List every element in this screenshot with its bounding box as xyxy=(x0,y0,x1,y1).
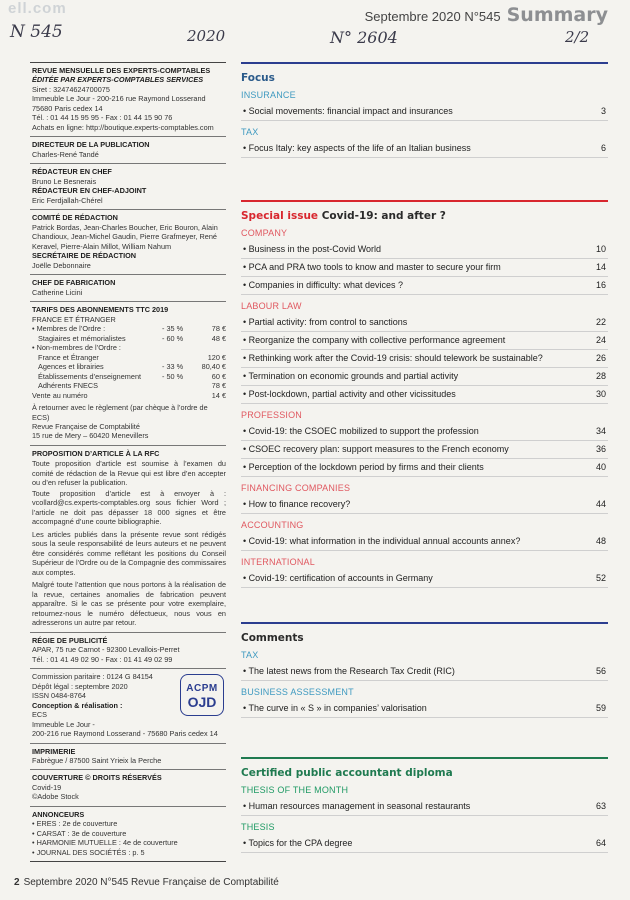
bleed-through-text: ell.com xyxy=(8,0,67,17)
printing-line: Fabrègue / 87500 Saint Yrieix la Perche xyxy=(32,756,162,765)
advertisers-head: ANNONCEURS xyxy=(32,809,85,819)
toc-entry-title: • Covid-19: what information in the individual annual accounts annex? xyxy=(243,536,521,546)
toc-entry[interactable] xyxy=(241,332,608,350)
magazine-shop-link[interactable]: Achats en ligne: http://boutique.experts-comptables.com xyxy=(32,122,214,132)
director-head: DIRECTEUR DE LA PUBLICATION xyxy=(32,140,150,150)
ojd-logo-text: OJD xyxy=(187,693,217,710)
section-rule xyxy=(241,200,608,202)
magazine-line: Immeuble Le Jour - 200-216 rue Raymond Losserand xyxy=(32,94,206,104)
category-label: INTERNATIONAL xyxy=(241,557,315,567)
page-footer xyxy=(14,877,279,888)
advertising-line: APAR, 75 rue Carnot - 92300 Levallois-Perret xyxy=(32,645,180,655)
comments-title: Comments xyxy=(241,632,304,644)
advertiser-line: • JOURNAL DES SOCIÉTÉS : p. 5 xyxy=(32,847,145,857)
rate-discount xyxy=(162,343,196,352)
toc-entry[interactable] xyxy=(241,533,608,551)
toc-entry-title: • The curve in « S » in companies’ valorisation xyxy=(243,703,427,713)
acpm-logo-text: ACPM xyxy=(186,682,218,694)
cover-line: Covid-19 xyxy=(32,782,62,792)
toc-entry-page: 28 xyxy=(595,371,606,381)
committee-head: COMITÉ DE RÉDACTION xyxy=(32,213,118,223)
proposal-paragraph: Toute proposition d’article est soumise à l’examen du comité de rédaction de la Revue qui est libre d’en accepter ou d’en refuser la publication. xyxy=(32,459,226,488)
toc-entry-page: 64 xyxy=(595,838,606,848)
category-label: FINANCING COMPANIES xyxy=(241,483,351,493)
rate-discount xyxy=(162,381,196,390)
rate-amount: 78 € xyxy=(211,324,226,334)
return-line: 15 rue de Mery – 60420 Menevillers xyxy=(32,431,149,441)
rate-discount xyxy=(162,353,196,362)
table-of-contents xyxy=(241,62,608,853)
rate-row xyxy=(32,372,226,381)
focus-section xyxy=(241,62,608,200)
rate-label: • Membres de l’Ordre : xyxy=(32,324,106,334)
director-section xyxy=(30,137,226,164)
category-label: PROFESSION xyxy=(241,410,303,420)
editor-section xyxy=(30,164,226,210)
page-header xyxy=(365,4,608,26)
toc-entry-page: 26 xyxy=(595,353,606,363)
cover-head: COUVERTURE © DROITS RÉSERVÉS xyxy=(32,773,162,783)
toc-entry-page: 63 xyxy=(595,801,606,811)
toc-entry[interactable] xyxy=(241,386,608,404)
acpm-ojd-logo xyxy=(180,674,224,716)
toc-entry-title: • Covid-19: certification of accounts in Germany xyxy=(243,573,433,583)
handwritten-number-note: N° 2604 xyxy=(330,28,398,47)
issue-label: Septembre 2020 N°545 xyxy=(364,9,501,24)
toc-entry-title: • Partial activity: from control to sanctions xyxy=(243,317,408,327)
editor-name: Bruno Le Besnerais xyxy=(32,176,97,186)
category-label: ACCOUNTING xyxy=(241,520,304,530)
toc-entry-title: • How to finance recovery? xyxy=(243,499,351,509)
secretary-head: SECRÉTAIRE DE RÉDACTION xyxy=(32,251,137,261)
proposal-paragraph: Toute proposition d’article est à envoyer à : vcollard@cs.experts-comptables.org sous fichier Word ; l’article ne doit pas dépasser 18 000 signes et être accompagné d’une courte bibliographie. xyxy=(32,488,226,527)
toc-entry-title: • Focus Italy: key aspects of the life of an Italian business xyxy=(243,143,471,153)
toc-entry-page: 40 xyxy=(595,462,606,472)
toc-entry[interactable] xyxy=(241,798,608,816)
toc-entry-page: 59 xyxy=(595,703,606,713)
toc-entry[interactable] xyxy=(241,700,608,718)
handwritten-year-note: 2020 xyxy=(187,27,226,45)
category-label: LABOUR LAW xyxy=(241,301,302,311)
subscriptions-head: TARIFS DES ABONNEMENTS TTC 2019 xyxy=(32,305,169,315)
toc-entry-page: 22 xyxy=(595,317,606,327)
magazine-title: REVUE MENSUELLE DES EXPERTS-COMPTABLES xyxy=(32,66,211,75)
proposal-paragraph: Les articles publiés dans la présente revue sont rédigés sous la seule responsabilité de leurs auteurs et ne peuvent être considérés comme reflétant les positions du Conseil Supérieur de l’Ordre ou de la Compagnie des commissaires aux comptes. xyxy=(32,529,226,577)
special-issue-section xyxy=(241,200,608,622)
toc-entry-page: 52 xyxy=(595,573,606,583)
magazine-line: 75680 Paris cedex 14 xyxy=(32,103,103,113)
toc-entry[interactable] xyxy=(241,103,608,121)
footer-text: Septembre 2020 N°545 Revue Française de Comptabilité xyxy=(23,877,279,888)
handwritten-page-note: 2/2 xyxy=(565,28,590,46)
section-rule xyxy=(241,622,608,624)
magazine-line: Siret : 32474624700075 xyxy=(32,84,110,94)
rate-row xyxy=(32,391,226,400)
special-issue-prefix: Special issue xyxy=(241,210,319,222)
rate-label: Établissements d’enseignement xyxy=(38,371,142,381)
toc-entry[interactable] xyxy=(241,570,608,588)
design-line: 200-216 rue Raymond Losserand - 75680 Paris cedex 14 xyxy=(32,729,218,739)
comments-section xyxy=(241,622,608,757)
rate-row xyxy=(32,353,226,362)
rate-row xyxy=(32,324,226,333)
rate-amount: 14 € xyxy=(211,390,226,400)
toc-entry-title: • Reorganize the company with collective performance agreement xyxy=(243,335,506,345)
toc-entry-title: • Human resources management in seasonal restaurants xyxy=(243,801,471,811)
toc-entry[interactable] xyxy=(241,496,608,514)
toc-entry[interactable] xyxy=(241,259,608,277)
subscriptions-sub: FRANCE ET ÉTRANGER xyxy=(32,314,116,324)
design-head: Conception & réalisation : xyxy=(32,700,123,710)
rate-discount: - 35 % xyxy=(162,324,184,334)
focus-groups xyxy=(241,90,608,158)
printing-head: IMPRIMERIE xyxy=(32,746,76,756)
rate-label: Adhérents FNECS xyxy=(38,381,99,391)
toc-entry[interactable] xyxy=(241,835,608,853)
toc-entry[interactable] xyxy=(241,277,608,295)
committee-members: Patrick Bordas, Jean-Charles Boucher, Eric Bouron, Alain Chandioux, Jean-Michel Gaudin, Pierre Grafmeyer, René Keravel, Pierre-Alain Millot, William Nahum xyxy=(32,222,218,251)
proposal-paragraph: Malgré toute l’attention que nous portons à la réalisation de la revue, certaines anomalies de fabrication peuvent apparaître. Si le cas se présente pour votre exemplaire, retournez-nous le numéro défectueux, nous vous en adresserons un autre par retour. xyxy=(32,580,226,628)
category-label: TAX xyxy=(241,127,259,137)
proposal-head: PROPOSITION D’ARTICLE À LA RFC xyxy=(32,448,160,458)
rate-amount: 80,40 € xyxy=(201,362,226,372)
toc-entry-title: • Perception of the lockdown period by firms and their clients xyxy=(243,462,484,472)
toc-entry-page: 30 xyxy=(595,389,606,399)
special-groups xyxy=(241,228,608,588)
toc-entry[interactable] xyxy=(241,350,608,368)
rate-row xyxy=(32,362,226,371)
design-line: ECS xyxy=(32,710,48,720)
toc-entry-page: 44 xyxy=(595,499,606,509)
toc-entry-title: • Topics for the CPA degree xyxy=(243,838,353,848)
cover-section xyxy=(30,770,226,806)
category-label: THESIS OF THE MONTH xyxy=(241,785,349,795)
rate-amount: 120 € xyxy=(207,352,226,362)
focus-title: Focus xyxy=(241,72,275,84)
special-issue-title xyxy=(241,210,608,222)
toc-entry-title: • Post-lockdown, partial activity and other vicissitudes xyxy=(243,389,456,399)
commission-line: Commission paritaire : 0124 G 84154 xyxy=(32,672,153,682)
rate-row xyxy=(32,343,226,352)
toc-entry[interactable] xyxy=(241,140,608,158)
toc-entry[interactable] xyxy=(241,314,608,332)
rate-row xyxy=(32,381,226,390)
toc-entry-page: 24 xyxy=(595,335,606,345)
special-issue-name: Covid-19: and after ? xyxy=(321,210,446,222)
toc-entry-title: • CSOEC recovery plan: support measures to the French economy xyxy=(243,444,509,454)
toc-entry-title: • Companies in difficulty: what devices ? xyxy=(243,280,404,290)
rate-row xyxy=(32,334,226,343)
toc-entry-page: 36 xyxy=(595,444,606,454)
rate-discount: - 60 % xyxy=(162,333,184,343)
return-line: À retourner avec le règlement (par chèque à l’ordre de ECS) xyxy=(32,403,208,422)
rate-label: Vente au numéro xyxy=(32,390,88,400)
category-label: INSURANCE xyxy=(241,90,296,100)
return-line: Revue Française de Comptabilité xyxy=(32,421,140,431)
rate-label: Agences et librairies xyxy=(38,362,104,372)
rate-discount xyxy=(162,391,196,400)
handwritten-issue-note: N 545 xyxy=(10,22,63,42)
toc-entry-title: • Business in the post-Covid World xyxy=(243,244,382,254)
editor-head: RÉDACTEUR EN CHEF xyxy=(32,167,112,177)
committee-section xyxy=(30,210,226,275)
toc-entry[interactable] xyxy=(241,459,608,477)
toc-entry-page: 16 xyxy=(595,280,606,290)
advertising-line: Tél. : 01 41 49 02 90 - Fax : 01 41 49 02 99 xyxy=(32,654,173,664)
diploma-groups xyxy=(241,785,608,853)
advertising-head: RÉGIE DE PUBLICITÉ xyxy=(32,635,108,645)
advertiser-line: • ERES : 2e de couverture xyxy=(32,819,118,829)
category-label: BUSINESS ASSESSMENT xyxy=(241,687,354,697)
toc-entry-title: • Rethinking work after the Covid-19 crisis: should telework be sustainable? xyxy=(243,353,543,363)
director-name: Charles-René Tandé xyxy=(32,149,99,159)
subscriptions-section xyxy=(30,302,226,446)
toc-entry-title: • PCA and PRA two tools to know and master to secure your firm xyxy=(243,262,501,272)
category-label: THESIS xyxy=(241,822,275,832)
diploma-title: Certified public accountant diploma xyxy=(241,767,453,779)
production-section xyxy=(30,275,226,302)
category-label: TAX xyxy=(241,650,259,660)
toc-entry-page: 3 xyxy=(600,106,606,116)
rate-amount: 48 € xyxy=(211,333,226,343)
page-number: 2 xyxy=(14,877,20,888)
production-head: CHEF DE FABRICATION xyxy=(32,278,116,288)
rate-discount: - 33 % xyxy=(162,362,184,372)
toc-entry-title: • Social movements: financial impact and insurances xyxy=(243,106,453,116)
toc-entry-title: • Termination on economic grounds and partial activity xyxy=(243,371,459,381)
rate-amount: 78 € xyxy=(211,381,226,391)
toc-entry-page: 48 xyxy=(595,536,606,546)
magazine-line: Tél. : 01 44 15 95 95 - Fax : 01 44 15 90 76 xyxy=(32,113,173,123)
colophon xyxy=(30,62,226,862)
commission-line: Dépôt légal : septembre 2020 xyxy=(32,681,128,691)
advertiser-line: • CARSAT : 3e de couverture xyxy=(32,828,127,838)
category-label: COMPANY xyxy=(241,228,288,238)
toc-entry[interactable] xyxy=(241,441,608,459)
deputy-editor-head: RÉDACTEUR EN CHEF-ADJOINT xyxy=(32,186,147,196)
production-name: Catherine Licini xyxy=(32,287,83,297)
diploma-section xyxy=(241,757,608,853)
magazine-info xyxy=(30,63,226,137)
toc-entry-title: • Covid-19: the CSOEC mobilized to support the profession xyxy=(243,426,479,436)
cover-line: ©Adobe Stock xyxy=(32,792,79,802)
commission-section xyxy=(30,669,226,743)
toc-entry-page: 34 xyxy=(595,426,606,436)
toc-entry[interactable] xyxy=(241,663,608,681)
advertisers-section xyxy=(30,807,226,862)
toc-entry-page: 6 xyxy=(600,143,606,153)
magazine-subtitle: ÉDITÉE PAR EXPERTS-COMPTABLES SERVICES xyxy=(32,75,204,85)
toc-entry[interactable] xyxy=(241,423,608,441)
toc-entry[interactable] xyxy=(241,368,608,386)
printing-section xyxy=(30,744,226,771)
section-rule xyxy=(241,62,608,64)
rate-discount: - 50 % xyxy=(162,371,184,381)
proposal-section xyxy=(30,446,226,633)
toc-entry-page: 10 xyxy=(595,244,606,254)
toc-entry-page: 56 xyxy=(595,666,606,676)
rate-label: France et Étranger xyxy=(38,352,99,362)
toc-entry-page: 14 xyxy=(595,262,606,272)
design-line: Immeuble Le Jour - xyxy=(32,719,95,729)
section-rule xyxy=(241,757,608,759)
toc-entry[interactable] xyxy=(241,241,608,259)
secretary-name: Joëlle Debonnaire xyxy=(32,260,91,270)
rate-amount: 60 € xyxy=(211,371,226,381)
toc-entry-title: • The latest news from the Research Tax Credit (RIC) xyxy=(243,666,455,676)
rate-label: Stagiaires et mémorialistes xyxy=(38,333,126,343)
deputy-editor-name: Eric Ferdjallah-Chérel xyxy=(32,195,103,205)
rate-amount xyxy=(196,343,226,352)
advertising-section xyxy=(30,633,226,669)
rate-label: • Non-membres de l’Ordre : xyxy=(32,343,121,353)
comments-groups xyxy=(241,650,608,718)
commission-line: ISSN 0484-8764 xyxy=(32,691,86,701)
page-title: Summary xyxy=(506,4,608,26)
rates-list xyxy=(32,324,226,400)
advertiser-line: • HARMONIE MUTUELLE : 4e de couverture xyxy=(32,838,178,848)
